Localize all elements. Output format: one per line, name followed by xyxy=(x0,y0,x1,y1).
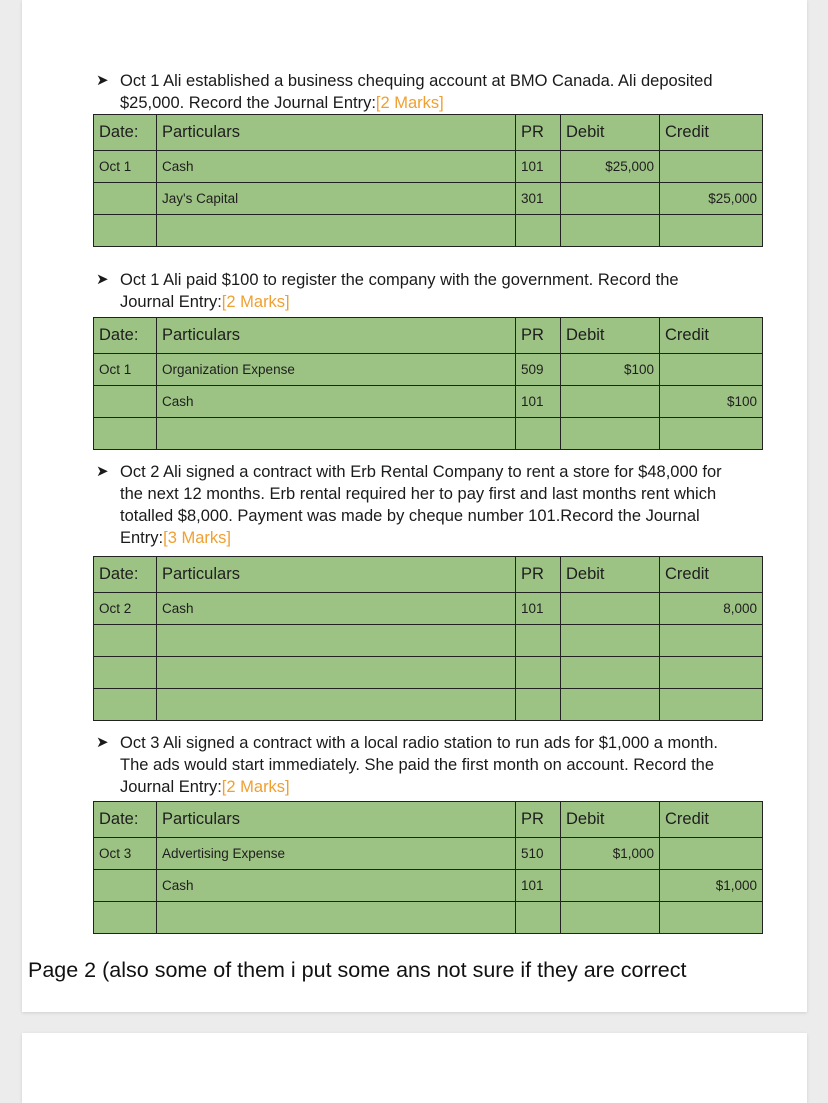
cell-credit[interactable] xyxy=(660,689,763,721)
cell-credit[interactable] xyxy=(660,657,763,689)
header-date: Date: xyxy=(94,802,157,838)
table-row xyxy=(94,215,763,247)
cell-particulars[interactable]: Jay's Capital xyxy=(157,183,516,215)
header-credit: Credit xyxy=(660,115,763,151)
header-pr: PR xyxy=(516,115,561,151)
cell-debit[interactable]: $100 xyxy=(561,354,660,386)
table-header-row xyxy=(94,115,763,151)
header-debit: Debit xyxy=(561,318,660,354)
header-particulars: Particulars xyxy=(157,802,516,838)
cell-credit[interactable] xyxy=(660,418,763,450)
cell-pr[interactable] xyxy=(516,657,561,689)
header-date: Date: xyxy=(94,115,157,151)
cell-credit[interactable]: $1,000 xyxy=(660,870,763,902)
header-pr: PR xyxy=(516,318,561,354)
cell-date[interactable] xyxy=(94,689,157,721)
table-row xyxy=(94,870,763,902)
header-debit: Debit xyxy=(561,557,660,593)
question-text: Oct 1 Ali established a business chequing account at BMO Canada. Ali deposited $25,000. Record the Journal Entry: xyxy=(120,72,713,112)
cell-date[interactable] xyxy=(94,418,157,450)
cell-debit[interactable] xyxy=(561,593,660,625)
question-text: Oct 2 Ali signed a contract with Erb Rental Company to rent a store for $48,000 for the next 12 months. Erb rental required her to pay first and last months rent which totalled $8,000. Payment was made by cheque number 101.Record the Journal Entry: xyxy=(120,463,722,547)
cell-date[interactable]: Oct 1 xyxy=(94,354,157,386)
cell-date[interactable]: Oct 3 xyxy=(94,838,157,870)
table-row xyxy=(94,354,763,386)
table-header-row xyxy=(94,802,763,838)
cell-credit[interactable]: $100 xyxy=(660,386,763,418)
cell-credit[interactable] xyxy=(660,625,763,657)
cell-debit[interactable] xyxy=(561,689,660,721)
cell-date[interactable] xyxy=(94,870,157,902)
cell-particulars[interactable] xyxy=(157,689,516,721)
cell-credit[interactable] xyxy=(660,902,763,934)
cell-particulars[interactable] xyxy=(157,657,516,689)
bullet-arrow-icon: ➤ xyxy=(96,463,109,480)
table-row xyxy=(94,657,763,689)
table-row xyxy=(94,838,763,870)
cell-particulars[interactable]: Cash xyxy=(157,151,516,183)
header-date: Date: xyxy=(94,318,157,354)
cell-credit[interactable] xyxy=(660,151,763,183)
cell-pr[interactable]: 101 xyxy=(516,386,561,418)
marks-label: [2 Marks] xyxy=(375,94,444,112)
cell-particulars[interactable] xyxy=(157,625,516,657)
header-pr: PR xyxy=(516,557,561,593)
bullet-arrow-icon: ➤ xyxy=(96,271,109,288)
table-row xyxy=(94,386,763,418)
table-row xyxy=(94,689,763,721)
cell-date[interactable]: Oct 2 xyxy=(94,593,157,625)
table-row xyxy=(94,418,763,450)
header-debit: Debit xyxy=(561,115,660,151)
cell-pr[interactable]: 101 xyxy=(516,593,561,625)
table-row xyxy=(94,625,763,657)
table-header-row xyxy=(94,557,763,593)
marks-label: [2 Marks] xyxy=(221,293,290,311)
cell-particulars[interactable] xyxy=(157,215,516,247)
journal-table-2 xyxy=(93,317,763,450)
cell-debit[interactable] xyxy=(561,657,660,689)
cell-pr[interactable] xyxy=(516,689,561,721)
cell-pr[interactable] xyxy=(516,418,561,450)
table-row xyxy=(94,151,763,183)
table-row xyxy=(94,902,763,934)
marks-label: [3 Marks] xyxy=(163,529,231,547)
header-credit: Credit xyxy=(660,318,763,354)
cell-credit[interactable] xyxy=(660,215,763,247)
cell-particulars[interactable] xyxy=(157,902,516,934)
cell-debit[interactable] xyxy=(561,902,660,934)
cell-pr[interactable]: 301 xyxy=(516,183,561,215)
cell-date[interactable] xyxy=(94,902,157,934)
user-note: Page 2 (also some of them i put some ans not sure if they are correct xyxy=(28,958,687,982)
question-4 xyxy=(96,732,730,798)
table-row xyxy=(94,593,763,625)
cell-date[interactable] xyxy=(94,183,157,215)
header-particulars: Particulars xyxy=(157,115,516,151)
cell-debit[interactable]: $25,000 xyxy=(561,151,660,183)
table-header-row xyxy=(94,318,763,354)
cell-pr[interactable] xyxy=(516,902,561,934)
journal-table-1 xyxy=(93,114,763,247)
cell-debit[interactable] xyxy=(561,183,660,215)
header-particulars: Particulars xyxy=(157,557,516,593)
header-credit: Credit xyxy=(660,557,763,593)
cell-date[interactable] xyxy=(94,657,157,689)
cell-pr[interactable] xyxy=(516,215,561,247)
cell-debit[interactable] xyxy=(561,870,660,902)
question-1 xyxy=(96,70,730,114)
header-debit: Debit xyxy=(561,802,660,838)
header-pr: PR xyxy=(516,802,561,838)
cell-debit[interactable] xyxy=(561,386,660,418)
question-text: Oct 3 Ali signed a contract with a local radio station to run ads for $1,000 a month. The ads would start immediately. She paid the first month on account. Record the Journal Entry: xyxy=(120,734,719,796)
marks-label: [2 Marks] xyxy=(221,778,290,796)
cell-particulars[interactable] xyxy=(157,418,516,450)
question-2 xyxy=(96,269,730,313)
header-date: Date: xyxy=(94,557,157,593)
cell-credit[interactable]: $25,000 xyxy=(660,183,763,215)
question-3 xyxy=(96,461,730,549)
cell-particulars[interactable]: Advertising Expense xyxy=(157,838,516,870)
cell-date[interactable] xyxy=(94,625,157,657)
header-particulars: Particulars xyxy=(157,318,516,354)
cell-debit[interactable]: $1,000 xyxy=(561,838,660,870)
cell-credit[interactable] xyxy=(660,838,763,870)
cell-particulars[interactable]: Cash xyxy=(157,870,516,902)
bullet-arrow-icon: ➤ xyxy=(96,734,109,751)
header-credit: Credit xyxy=(660,802,763,838)
cell-debit[interactable] xyxy=(561,215,660,247)
table-row xyxy=(94,183,763,215)
cell-pr[interactable]: 101 xyxy=(516,151,561,183)
journal-table-4 xyxy=(93,801,763,934)
cell-pr[interactable] xyxy=(516,625,561,657)
cell-date[interactable]: Oct 1 xyxy=(94,151,157,183)
cell-date[interactable] xyxy=(94,215,157,247)
cell-pr[interactable]: 101 xyxy=(516,870,561,902)
cell-pr[interactable]: 510 xyxy=(516,838,561,870)
bullet-arrow-icon: ➤ xyxy=(96,72,109,89)
cell-credit[interactable]: 8,000 xyxy=(660,593,763,625)
question-text: Oct 1 Ali paid $100 to register the company with the government. Record the Journal Entry: xyxy=(120,271,679,311)
cell-particulars[interactable]: Organization Expense xyxy=(157,354,516,386)
cell-particulars[interactable]: Cash xyxy=(157,593,516,625)
journal-table-3 xyxy=(93,556,763,721)
cell-debit[interactable] xyxy=(561,625,660,657)
cell-credit[interactable] xyxy=(660,354,763,386)
cell-pr[interactable]: 509 xyxy=(516,354,561,386)
cell-debit[interactable] xyxy=(561,418,660,450)
cell-particulars[interactable]: Cash xyxy=(157,386,516,418)
cell-date[interactable] xyxy=(94,386,157,418)
